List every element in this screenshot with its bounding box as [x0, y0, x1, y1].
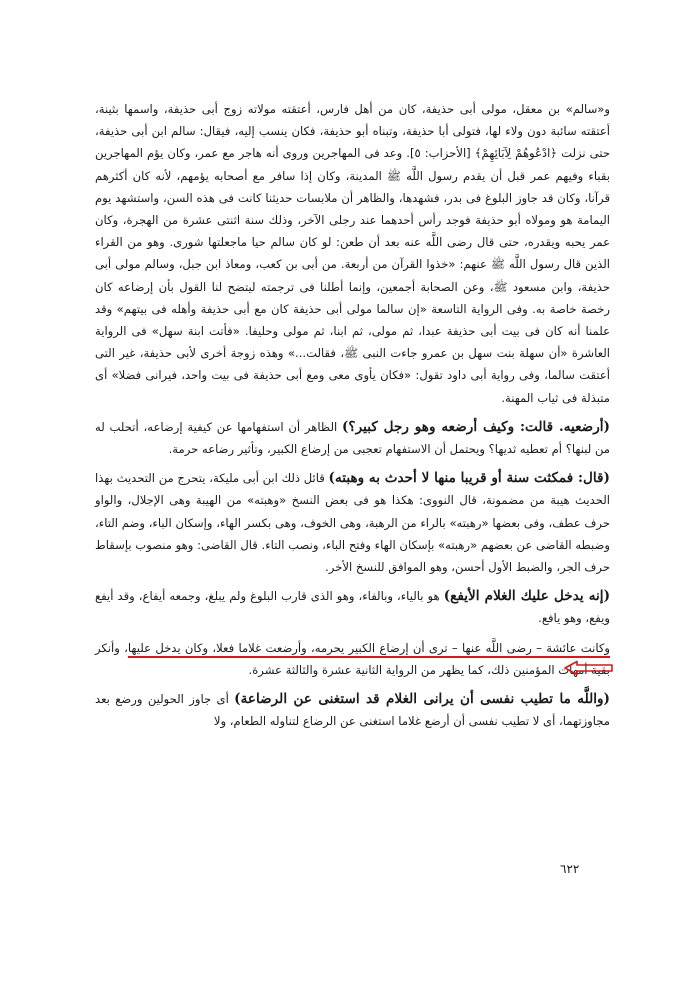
paragraph-text: و«سالم» بن معقل، مولى أبى حذيفة، كان من أهل فارس، أعتقته مولاته زوج أبى حذيفة، واسمها بثينة، أعتقته سائبة دون ولاء لها، فتولى أبا حذيفة، وتبناه أبو حذيفة، فكان ينسب إليه، فيقال: سالم ابن أبى حذيفة، حتى نزلت ﴿ادْعُوهُمْ لِآبَائِهِمْ﴾ [الأحزاب: ٥]. وعد فى المهاجرين وروى أنه هاجر مع عمر، وكان يؤم المهاجرين بقباء وفيهم عمر قبل أن يقدم رسول اللَّه ﷺ المدينة، وكان إذا سافر مع أصحابه يؤمهم، لأنه كان أكثرهم قرآنا، وكان قد جاوز البلوغ فى بدر، فشهدها، والظاهر أن ملابسات حديثنا كانت فى هذه السن، واستشهد يوم اليمامة هو ومولاه أبو حذيفة فوجد رأس أحدهما عند رجلى الآخر، وذلك سنة اثنتى عشرة من الهجرة، وكان عمر يحبه ويقدره، حتى قال رضى اللَّه عنه بعد أن طعن: لو كان سالم حيا ماجعلتها شورى. وهو من القراء الذين قال رسول اللَّه ﷺ عنهم: «خذوا القرآن من أربعة. من أبى بن كعب، ومعاذ ابن جبل، وسالم مولى أبى حذيفة، وابن مسعود ﷺ، وعن الصحابة أجمعين، وإنما أطلنا فى ترجمته ليتضح لنا القول بأن إرضاعه كان رخصة خاصة به. وفى الرواية التاسعة «إن سالما مولى أبى حذيفة كان مع أبى حذيفة وأهله فى بيتهم» وقد علمنا أنه كان فى بيت أبى حذيفة عبدا، ثم مولى، ثم ابنا، ثم مولى وحليفا. «فأتت ابنة سهل» فى الرواية العاشرة «أن سهلة بنت سهل بن عمرو جاءت النبى ﷺ، فقالت...» وهذه زوجة أخرى لأبى حذيفة، غير التى أعتقت سالما، وفى رواية أبى داود تقول: «فكان يأوى معى ومع أبى حذيفة فى بيت واحد، فيرانى فضلا» أى متبذلة فى ثياب المهنة. [95, 102, 610, 405]
paragraph-text: ، وأنكر بقية أمهات المؤمنين ذلك، كما يظهر من الرواية الثانية عشرة والثالثة عشرة. [95, 640, 610, 677]
paragraph-biography [95, 98, 610, 409]
paragraph-text: أى جاوز الحولين ورضع بعد مجاوزتهما، أى لا تطيب نفسى أن أرضع غلاما استغنى عن الرضاع لتناوله الطعام، ولا [95, 692, 610, 729]
underlined-text: وكانت عائشة – رضى اللَّه عنها – ترى أن إرضاع الكبير يحرمه، وأرضعت غلاما فعلا، وكان يدخل عليها [127, 640, 610, 655]
page-number: ٦٢٢ [560, 862, 580, 876]
paragraph-aisha [95, 637, 610, 681]
paragraph-breastfeed-question [95, 416, 610, 460]
paragraph-text: قائل ذلك ابن أبى مليكة، يتحرج من التحديث بهذا الحديث هيبة من مضمونة، قال النووى: هكذا هو فى بعض النسخ «وهبته» من الهيبة وهى الإجلال، والواو حرف عطف، وفى بعضها «رهبته» بالراء من الرهبة، وهى الخوف، وهى بكسر الهاء، وإسكان الباء، وضم التاء، وضبطه القاضى عن بعضهم «رهبته» بإسكان الهاء وفتح الباء، ونصب التاء. قال القاضى: وهو منصوب بإسقاط حرف الجر، والضبط الأول أحسن، وهو الموافق للنسخ الأخر. [95, 471, 610, 575]
paragraph-lead: (إنه يدخل عليك الغلام الأيفع) [443, 588, 610, 605]
paragraph-youth [95, 585, 610, 629]
paragraph-hesitation [95, 467, 610, 578]
paragraph-lead: (أرضعيه. قالت: وكيف أرضعه وهو رجل كبير؟) [342, 418, 610, 435]
paragraph-lead: (قال: فمكثت سنة أو قريبا منها لا أحدث به وهبته) [328, 470, 610, 487]
paragraph-lead: (واللَّه ما تطيب نفسى أن يرانى الغلام قد استغنى عن الرضاعة) [234, 691, 610, 708]
paragraph-text: هو بالياء، وبالفاء، وهو الذى قارب البلوغ ولم يبلغ، وجمعه أيفاع، وقد أيفع ويفع، وهو يافع. [95, 589, 610, 626]
annotation-arrow-icon [563, 660, 615, 676]
paragraph-weaning [95, 688, 610, 732]
paragraph-text: الظاهر أن استفهامها عن كيفية إرضاعه، أتحلب له من لبنها؟ أم تعطيه ثديها؟ ويحتمل أن الاستفهام تعجبى من إرضاع الكبير، وتأثير رضاعه حرمة. [95, 419, 610, 457]
page-text [95, 98, 610, 732]
